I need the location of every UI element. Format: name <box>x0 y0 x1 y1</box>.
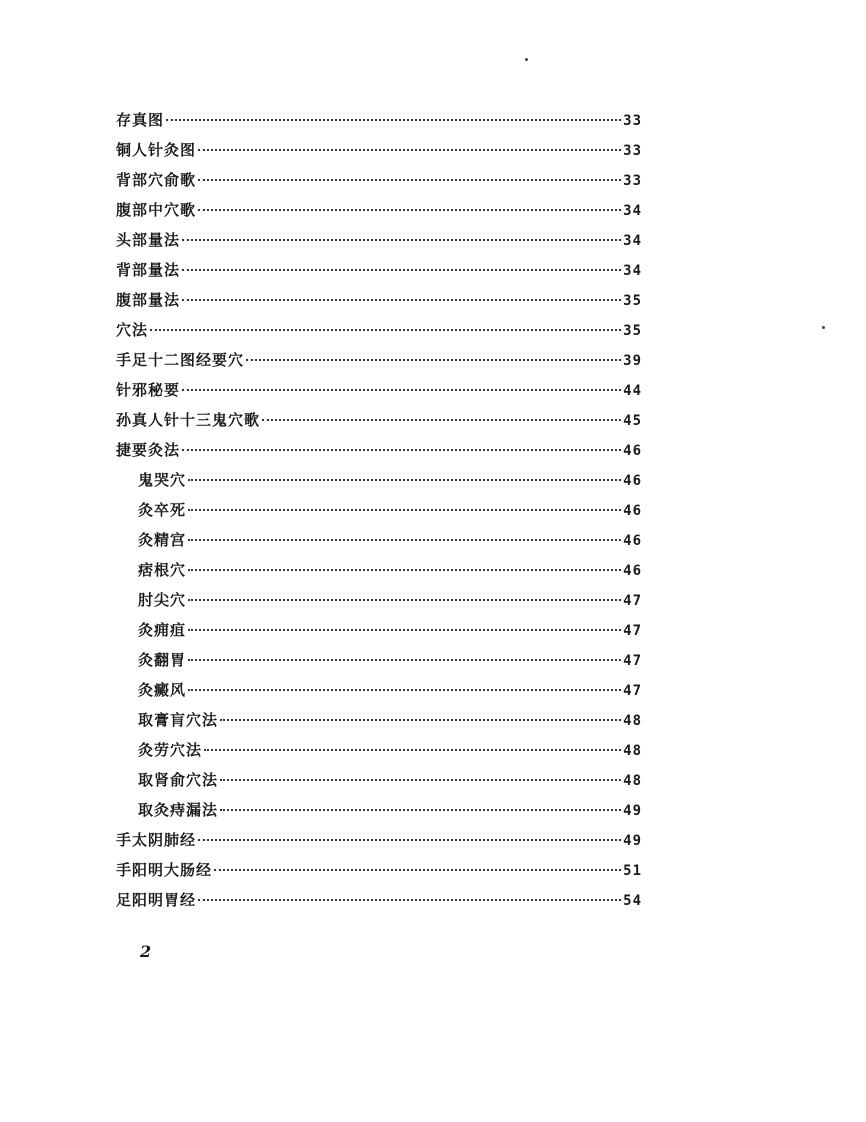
toc-entry-title: 灸翻胃 <box>138 651 187 669</box>
toc-dot-leader <box>166 118 621 121</box>
toc-dot-leader <box>188 658 621 661</box>
toc-entry-page: 34 <box>623 263 642 279</box>
toc-entry <box>116 619 642 649</box>
toc-dot-leader <box>220 808 621 811</box>
toc-entry <box>116 739 642 769</box>
toc-entry-title: 取肾俞穴法 <box>138 771 219 789</box>
toc-entry-title: 鬼哭穴 <box>138 471 187 489</box>
toc-entry-title: 腹部量法 <box>116 291 181 309</box>
toc-entry-page: 54 <box>623 893 642 909</box>
toc-entry-page: 35 <box>623 323 642 339</box>
page-number: 2 <box>140 942 152 961</box>
toc-entry-page: 47 <box>623 623 642 639</box>
toc-entry <box>116 679 642 709</box>
toc-entry <box>116 439 642 469</box>
toc-entry <box>116 199 642 229</box>
toc-entry <box>116 169 642 199</box>
toc-entry-title: 存真图 <box>116 111 165 129</box>
toc-entry-title: 痞根穴 <box>138 561 187 579</box>
toc-dot-leader <box>182 298 621 301</box>
toc-dot-leader <box>198 148 621 151</box>
toc-entry <box>116 109 642 139</box>
toc-entry-page: 48 <box>623 713 642 729</box>
toc-entry-page: 51 <box>623 863 642 879</box>
toc-entry-title: 取膏肓穴法 <box>138 711 219 729</box>
toc-dot-leader <box>188 478 621 481</box>
toc-entry <box>116 319 642 349</box>
toc-entry-page: 49 <box>623 833 642 849</box>
toc-dot-leader <box>188 508 621 511</box>
toc-entry <box>116 769 642 799</box>
toc-entry <box>116 469 642 499</box>
toc-entry <box>116 799 642 829</box>
toc-entry-page: 47 <box>623 653 642 669</box>
toc-entry-title: 灸卒死 <box>138 501 187 519</box>
toc-entry-page: 35 <box>623 293 642 309</box>
toc-entry-title: 肘尖穴 <box>138 591 187 609</box>
toc-dot-leader <box>182 448 621 451</box>
scan-speck <box>525 58 528 61</box>
toc-dot-leader <box>188 598 621 601</box>
toc-entry-page: 48 <box>623 773 642 789</box>
toc-entry-page: 44 <box>623 383 642 399</box>
toc-entry-title: 铜人针灸图 <box>116 141 197 159</box>
toc-dot-leader <box>182 238 621 241</box>
toc-entry <box>116 289 642 319</box>
toc-entry <box>116 409 642 439</box>
toc-dot-leader <box>220 718 621 721</box>
toc-entry-page: 33 <box>623 113 642 129</box>
toc-dot-leader <box>204 748 621 751</box>
toc-entry-title: 孙真人针十三鬼穴歌 <box>116 411 261 429</box>
scan-speck <box>822 326 825 329</box>
toc-dot-leader <box>198 838 621 841</box>
toc-entry-title: 灸痈疽 <box>138 621 187 639</box>
toc-dot-leader <box>188 688 621 691</box>
toc-entry-title: 头部量法 <box>116 231 181 249</box>
toc-entry-page: 46 <box>623 503 642 519</box>
toc-entry-title: 穴法 <box>116 321 149 339</box>
toc-entry <box>116 379 642 409</box>
toc-entry <box>116 259 642 289</box>
toc-entry <box>116 559 642 589</box>
toc-dot-leader <box>182 268 621 271</box>
toc-entry-page: 46 <box>623 563 642 579</box>
toc-entry <box>116 829 642 859</box>
toc-entry <box>116 859 642 889</box>
toc-entry-page: 33 <box>623 143 642 159</box>
toc-entry <box>116 649 642 679</box>
toc-entry-title: 腹部中穴歌 <box>116 201 197 219</box>
toc-entry <box>116 229 642 259</box>
toc-entry-page: 34 <box>623 203 642 219</box>
toc-entry-page: 47 <box>623 593 642 609</box>
toc-entry-page: 46 <box>623 443 642 459</box>
toc-entry-title: 捷要灸法 <box>116 441 181 459</box>
toc-dot-leader <box>198 898 621 901</box>
toc-entry-title: 手足十二图经要穴 <box>116 351 245 369</box>
toc-entry-title: 灸劳穴法 <box>138 741 203 759</box>
toc-entry-page: 46 <box>623 533 642 549</box>
toc-dot-leader <box>188 628 621 631</box>
toc-entry-title: 灸癜风 <box>138 681 187 699</box>
toc-dot-leader <box>220 778 621 781</box>
toc-entry-page: 39 <box>623 353 642 369</box>
toc-entry <box>116 529 642 559</box>
toc-entry <box>116 349 642 379</box>
toc-entry-title: 手太阴肺经 <box>116 831 197 849</box>
toc-entry-title: 足阳明胃经 <box>116 891 197 909</box>
toc-entry-title: 背部量法 <box>116 261 181 279</box>
toc-entry-page: 46 <box>623 473 642 489</box>
toc-entry-title: 针邪秘要 <box>116 381 181 399</box>
toc-entry <box>116 589 642 619</box>
toc-dot-leader <box>198 208 621 211</box>
toc-entry-page: 47 <box>623 683 642 699</box>
table-of-contents <box>116 109 642 919</box>
toc-dot-leader <box>246 358 621 361</box>
toc-entry-page: 48 <box>623 743 642 759</box>
toc-entry <box>116 139 642 169</box>
toc-entry-page: 34 <box>623 233 642 249</box>
toc-entry-title: 手阳明大肠经 <box>116 861 213 879</box>
toc-entry-page: 33 <box>623 173 642 189</box>
toc-entry-title: 背部穴俞歌 <box>116 171 197 189</box>
toc-dot-leader <box>188 568 621 571</box>
toc-entry-page: 45 <box>623 413 642 429</box>
toc-dot-leader <box>188 538 621 541</box>
toc-dot-leader <box>182 388 621 391</box>
toc-entry <box>116 709 642 739</box>
toc-dot-leader <box>198 178 621 181</box>
toc-dot-leader <box>214 868 621 871</box>
toc-dot-leader <box>150 328 621 331</box>
toc-entry-title: 取灸痔漏法 <box>138 801 219 819</box>
toc-entry-title: 灸精宫 <box>138 531 187 549</box>
toc-entry-page: 49 <box>623 803 642 819</box>
toc-dot-leader <box>262 418 621 421</box>
toc-entry <box>116 499 642 529</box>
toc-list <box>116 109 642 919</box>
toc-entry <box>116 889 642 919</box>
